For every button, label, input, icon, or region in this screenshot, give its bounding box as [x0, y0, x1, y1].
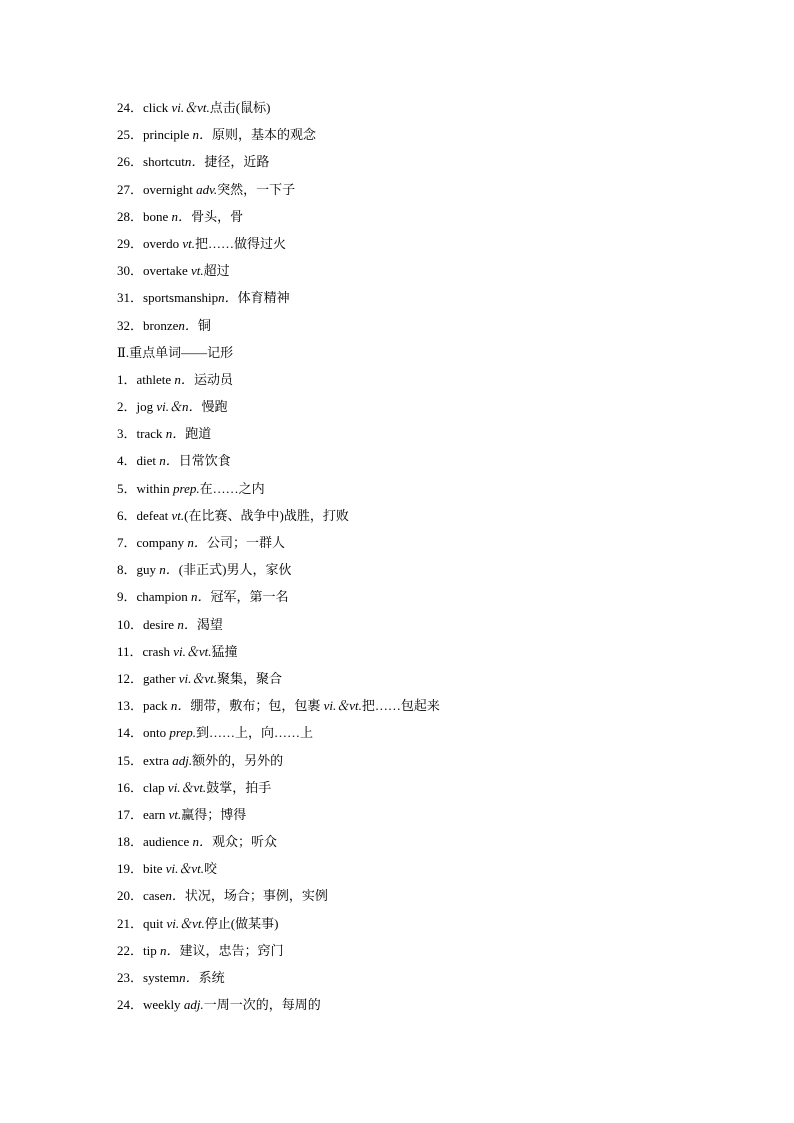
item-number: 13． — [117, 698, 144, 714]
vocab-item — [117, 882, 717, 909]
item-pos: adv. — [196, 181, 218, 197]
item-word: bite — [143, 861, 166, 877]
item-word: principle — [143, 127, 193, 143]
item-definition: 把……做得过火 — [195, 235, 287, 251]
item-pos: n． — [174, 371, 194, 387]
item-number: 12． — [117, 670, 144, 686]
item-definition: 额外的，另外的 — [192, 752, 284, 768]
item-pos: vi.＆vt. — [178, 670, 218, 686]
item-number: 26． — [117, 154, 144, 170]
vocab-item — [117, 447, 717, 474]
item-number: 2． — [117, 399, 137, 415]
vocab-item — [117, 121, 717, 148]
item-pos: vt. — [191, 263, 204, 279]
item-definition: 渴望 — [196, 616, 223, 632]
item-number: 25． — [117, 127, 144, 143]
item-number: 27． — [117, 181, 144, 197]
item-pos: adj. — [183, 997, 204, 1013]
vocab-item — [117, 393, 717, 420]
item-number: 30． — [117, 263, 144, 279]
item-pos: n． — [177, 616, 197, 632]
vocab-item — [117, 366, 717, 393]
vocab-item — [117, 94, 717, 121]
item-pos: vi.＆vt. — [173, 643, 212, 659]
item-number: 7． — [117, 535, 137, 550]
section-heading: Ⅱ.重点单词——记形 — [117, 344, 234, 360]
item-word: defeat — [136, 507, 172, 523]
item-pos: vt. — [168, 806, 182, 822]
item-word: audience — [143, 834, 193, 850]
vocab-item — [117, 148, 717, 175]
item-definition: 停止(做某事) — [204, 915, 279, 931]
item-definition: 点击(鼠标) — [209, 100, 271, 115]
item-number: 29． — [117, 235, 144, 251]
vocab-item — [117, 910, 717, 937]
vocab-item — [117, 828, 717, 855]
item-number: 21． — [117, 915, 144, 931]
item-pos: n． — [165, 426, 186, 442]
item-word: diet — [136, 453, 160, 469]
item-definition: 鼓掌，拍手 — [206, 779, 272, 795]
item-definition: 运动员 — [193, 371, 233, 387]
item-number: 32． — [117, 317, 144, 333]
vocab-item — [117, 774, 717, 801]
item-number: 14． — [117, 725, 144, 741]
item-word: overdo — [143, 235, 183, 251]
item-pos: prep. — [173, 480, 200, 496]
vocab-item — [117, 312, 717, 339]
item-word: within — [136, 480, 173, 496]
item-number: 10． — [117, 616, 144, 632]
item-word: jog — [136, 399, 157, 415]
item-word: bone — [143, 208, 172, 224]
item-number: 15． — [117, 752, 144, 768]
item-pos: n． — [160, 942, 180, 958]
vocab-item — [117, 203, 717, 230]
item-number: 9． — [117, 589, 137, 605]
item-definition: 铜 — [197, 317, 211, 333]
item-word: overnight — [143, 181, 197, 197]
vocab-item — [117, 964, 717, 991]
vocab-item — [117, 583, 717, 610]
item-pos: prep. — [169, 725, 196, 741]
item-word: desire — [143, 616, 178, 632]
item-pos: n． — [170, 698, 191, 714]
item-pos: n． — [165, 888, 185, 904]
item-word: onto — [143, 725, 170, 741]
vocab-item — [117, 475, 717, 502]
vocab-item — [117, 257, 717, 284]
item-pos: n． — [179, 970, 199, 985]
item-word: guy — [136, 562, 160, 578]
item-definition: 突然，一下子 — [217, 181, 296, 197]
item-number: 6． — [117, 507, 137, 523]
item-definition: 到……上，向……上 — [196, 725, 314, 741]
item-word: case — [143, 888, 166, 904]
item-number: 11． — [117, 643, 143, 659]
item-number: 28． — [117, 208, 144, 224]
item-definition: 公司；一群人 — [206, 535, 285, 550]
item-word: overtake — [143, 263, 192, 279]
vocab-item — [117, 665, 717, 692]
item-definition: 状况，场合；事例，实例 — [184, 888, 328, 904]
item-number: 23． — [117, 970, 144, 985]
item-definition: 在……之内 — [199, 480, 265, 496]
item-number: 31． — [117, 290, 144, 306]
vocab-item — [117, 855, 717, 882]
item-number: 24． — [117, 100, 144, 115]
item-word: athlete — [136, 371, 175, 387]
item-word: crash — [142, 643, 174, 659]
item-word: extra — [143, 752, 173, 768]
item-word: bronze — [143, 317, 179, 333]
item-number: 24． — [117, 997, 144, 1013]
item-definition: 猛撞 — [211, 643, 238, 659]
item-pos: n． — [191, 589, 211, 605]
item-number: 19． — [117, 861, 144, 877]
item-pos: vt. — [182, 235, 196, 251]
item-number: 22． — [117, 942, 144, 958]
item-pos: adj. — [172, 752, 193, 768]
item-number: 4． — [117, 453, 137, 469]
vocab-item — [117, 991, 717, 1018]
vocab-item — [117, 937, 717, 964]
item-pos-secondary: vi.＆vt. — [323, 698, 362, 714]
item-word: pack — [143, 698, 171, 714]
item-number: 16． — [117, 779, 144, 795]
item-pos: n． — [187, 535, 207, 550]
item-definition: 原则，基本的观念 — [212, 127, 317, 143]
item-number: 17． — [117, 806, 144, 822]
item-number: 5． — [117, 480, 137, 496]
item-number: 18． — [117, 834, 144, 850]
item-word: earn — [143, 806, 169, 822]
item-word: champion — [136, 589, 192, 605]
item-definition: 冠军，第一名 — [210, 589, 289, 605]
item-pos: vi.＆vt. — [171, 100, 210, 115]
item-number: 3． — [117, 426, 137, 442]
item-definition: 赢得；博得 — [181, 806, 247, 822]
item-definition: 日常饮食 — [178, 453, 231, 469]
vocab-item — [117, 719, 717, 746]
vocab-item — [117, 638, 717, 665]
vocab-item — [117, 284, 717, 311]
item-pos: n． — [184, 154, 205, 170]
item-word: shortcut — [143, 154, 185, 170]
item-definition: 聚集，聚合 — [217, 670, 283, 686]
item-word: company — [136, 535, 188, 550]
item-number: 20． — [117, 888, 144, 904]
item-number: 8． — [117, 562, 137, 578]
item-word: weekly — [143, 997, 184, 1013]
item-pos: n． — [192, 834, 212, 850]
item-definition: 观众；听众 — [211, 834, 277, 850]
vocab-item — [117, 420, 717, 447]
item-word: clap — [143, 779, 168, 795]
item-definition: 跑道 — [185, 426, 212, 442]
item-word: quit — [143, 915, 167, 931]
item-pos: vi.＆vt. — [166, 915, 205, 931]
item-number: 1． — [117, 371, 137, 387]
item-word: track — [136, 426, 166, 442]
vocab-item — [117, 529, 717, 556]
vocab-item — [117, 556, 717, 583]
item-pos: n． — [178, 317, 198, 333]
item-pos: n． — [218, 290, 238, 306]
item-definition: 超过 — [203, 263, 230, 279]
item-definition: 绷带，敷布；包，包裹 — [190, 698, 324, 714]
vocab-item — [117, 502, 717, 529]
vocab-item — [117, 747, 717, 774]
item-word: gather — [143, 670, 179, 686]
item-pos: n． — [171, 208, 192, 224]
item-definition: (在比赛、战争中)战胜，打败 — [184, 507, 349, 523]
item-definition: (非正式)男人，家伙 — [178, 562, 292, 578]
item-pos: n． — [159, 453, 179, 469]
item-definition: 系统 — [198, 970, 225, 985]
item-word: tip — [143, 942, 160, 958]
vocab-item — [117, 692, 717, 719]
item-definition: 慢跑 — [201, 399, 228, 415]
item-definition: 建议，忠告；窍门 — [179, 942, 284, 958]
item-pos: n． — [192, 127, 212, 143]
item-word: click — [143, 100, 172, 115]
item-pos: vt. — [171, 507, 185, 523]
vocab-item — [117, 801, 717, 828]
item-definition: 体育精神 — [237, 290, 290, 306]
item-pos: vi.＆vt. — [167, 779, 207, 795]
item-definition: 捷径，近路 — [204, 154, 270, 170]
item-definition: 骨头，骨 — [191, 208, 244, 224]
item-pos: n． — [159, 562, 179, 578]
item-word: sportsmanship — [143, 290, 219, 306]
vocab-item — [117, 176, 717, 203]
item-definition-secondary: 把……包起来 — [361, 698, 440, 714]
item-definition: 咬 — [204, 861, 218, 877]
vocab-item — [117, 230, 717, 257]
vocab-item — [117, 611, 717, 638]
item-word: system — [143, 970, 180, 985]
vocabulary-list — [117, 94, 717, 1018]
item-pos: vi.＆n． — [156, 399, 202, 415]
item-definition: 一周一次的，每周的 — [203, 997, 321, 1013]
item-pos: vi.＆vt. — [165, 861, 205, 877]
